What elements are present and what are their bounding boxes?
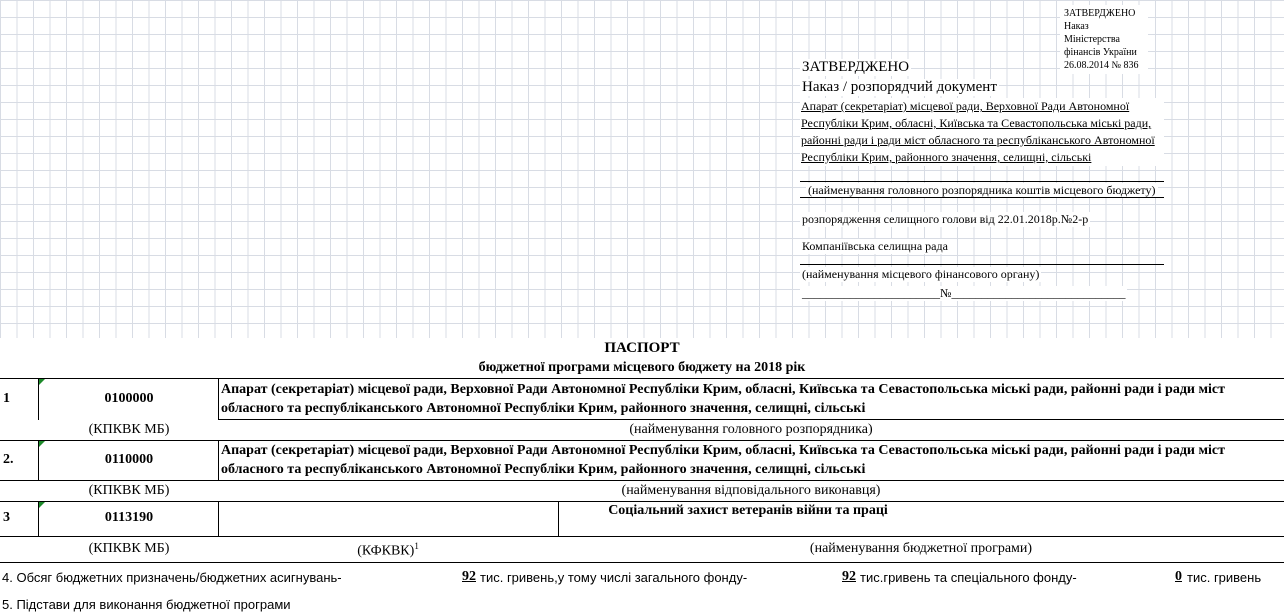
row-2-name: Апарат (секретаріат) місцевої ради, Верховної Ради Автономної Республіки Крим, обласні, Київська та Севастопольська міські ради, районні ради і ради міст обласного та республіканського Автономної Республіки Крим, районного значення, селищні, сільські [221, 443, 1226, 477]
cell-comment-marker [39, 502, 45, 508]
row-1-code: 0100000 [104, 391, 154, 406]
row-2-divider-b [218, 440, 219, 481]
budget-label: 4. Обсяг бюджетних призначень/бюджетних асигнувань- [2, 570, 342, 585]
grounds-label: 5. Підстави для виконання бюджетної програми [2, 597, 291, 612]
row-1-divider-b [218, 378, 219, 420]
approval-sign-line: _______________________№_____________________________ [802, 286, 1126, 300]
approval-financial-caption: (найменування місцевого фінансового органу) [802, 267, 1040, 281]
passport-title: ПАСПОРТ [604, 340, 680, 356]
row-1-number: 1 [3, 391, 10, 406]
row-2-name-underline [0, 480, 1284, 481]
row-3-number: 3 [3, 510, 10, 525]
fin-body-underline [800, 264, 1164, 265]
budget-special-unit: тис. гривень [1187, 570, 1262, 585]
approval-order-label: Наказ / розпорядчий документ [802, 79, 997, 95]
row-1-name: Апарат (секретаріат) місцевої ради, Верховної Ради Автономної Республіки Крим, обласні, Київська та Севастопольська міські ради, районні ради і ради міст обласного та республіканського Автономної Республіки Крим, районного значення, селищні, сільські [221, 382, 1226, 416]
row-1-top-border [0, 378, 1284, 379]
approval-top-title: ЗАТВЕРДЖЕНО [1064, 8, 1136, 19]
budget-general-unit: тис.гривень та спеціального фонду- [860, 570, 1077, 585]
row-2-number: 2. [3, 452, 14, 467]
row-1-name-underline [218, 419, 1284, 420]
approval-org-name: Апарат (секретаріат) місцевої ради, Верховної Ради Автономної Республіки Крим, обласні, Київська та Севастопольська міські ради, районні ради і ради міст обласного та республіканського Автономної Республіки Крим, районного значення, селищні, сільські [800, 98, 1164, 166]
approval-financial-body: Компаніївська селищна рада [802, 239, 948, 253]
approval-top-line2: фінансів України [1064, 47, 1137, 58]
row-2-code-caption: (КПКВК МБ) [88, 483, 170, 498]
org-name-underline [800, 181, 1164, 182]
approval-top-line1: Наказ Міністерства [1064, 21, 1120, 45]
row-3-code-caption: (КПКВК МБ) [88, 541, 170, 556]
row-3-kfkvk-caption [218, 541, 558, 560]
row-3-kfkvk-footnote: 1 [414, 541, 419, 551]
passport-subtitle: бюджетної програми місцевого бюджету на 2018 рік [478, 360, 806, 375]
row-3-name: Соціальний захист ветеранів війни та праці [608, 503, 888, 518]
budget-special: 0 [1175, 569, 1182, 584]
budget-total-unit: тис. гривень,у тому числі загального фонду- [480, 570, 748, 585]
approval-org-caption: (найменування головного розпорядника коштів місцевого бюджету) [808, 183, 1156, 197]
row-1-code-caption: (КПКВК МБ) [88, 422, 170, 437]
row-3-code: 0113190 [104, 510, 154, 525]
row-3-divider-b [218, 501, 219, 537]
row-3-top-border [0, 501, 1284, 502]
row-3-kfkvk-caption-text: (КФКВК) [357, 543, 415, 559]
row-3-name-underline [0, 536, 1284, 537]
row-2-name-caption: (найменування відповідального виконавця) [621, 483, 881, 498]
approval-stamp-top [1060, 5, 1148, 74]
approval-top-line3: 26.08.2014 № 836 [1064, 60, 1139, 71]
approval-decree: розпорядження селищного голови від 22.01.2018р.№2-р [802, 212, 1089, 226]
cell-comment-marker [39, 379, 45, 385]
row-1-name-caption: (найменування головного розпорядника) [629, 422, 873, 437]
approval-title: ЗАТВЕРДЖЕНО [802, 59, 910, 75]
budget-total: 92 [462, 569, 476, 584]
budget-top-border [0, 562, 1284, 563]
row-2-code: 0110000 [104, 452, 154, 467]
org-caption-underline [800, 197, 1164, 198]
cell-comment-marker [39, 441, 45, 447]
row-3-name-caption: (найменування бюджетної програми) [809, 541, 1033, 556]
budget-general: 92 [842, 569, 856, 584]
